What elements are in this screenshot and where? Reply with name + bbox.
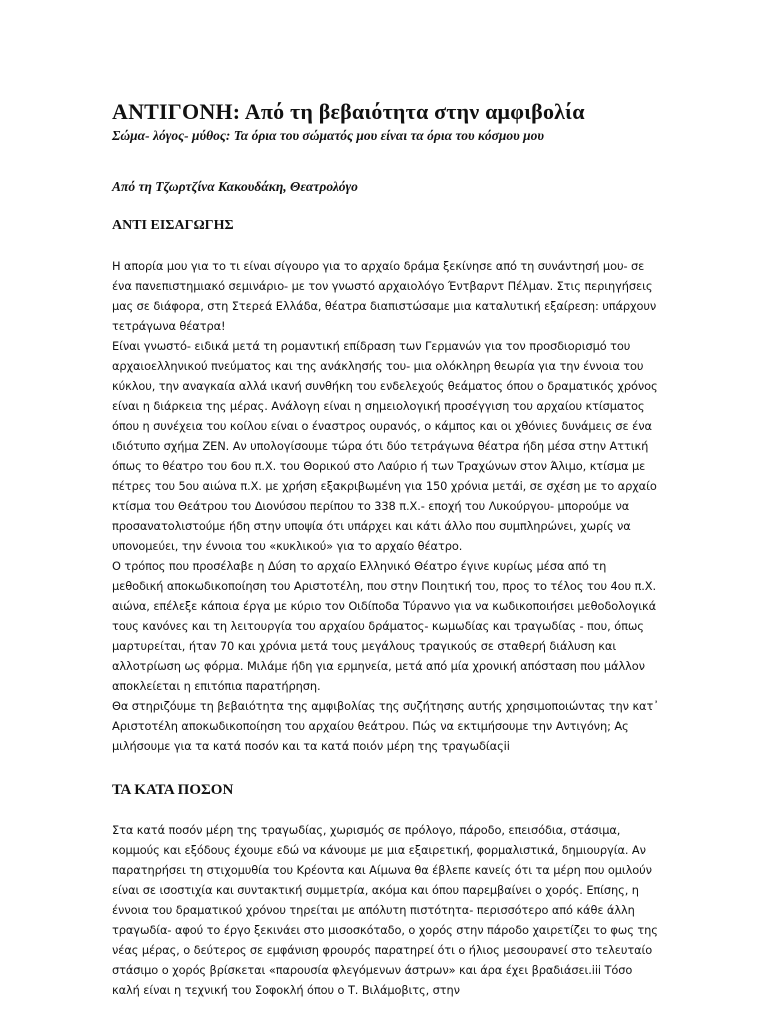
- document-title: ΑΝΤΙΓΟΝΗ: Από τη βεβαιότητα στην αμφιβολία: [112, 99, 585, 124]
- spacer: [112, 236, 660, 256]
- spacer: [112, 800, 660, 820]
- paragraph: Στα κατά ποσόν μέρη της τραγωδίας, χωρισμός σε πρόλογο, πάροδο, επεισόδια, στάσιμα, κομμούς και εξόδους έχουμε εδώ να κάνουμε με μια εξαιρετική, φορμαλιστικά, δημιουργία. Αν παρατηρήσει τη στιχομυθία του Κρέοντα και Αίμωνα θα έβλεπε κανείς ότι τα μέρη που ομιλούν είναι σε ισοστιχία και συντακτική συμμετρία, ακόμα και όπου παρεμβαίνει ο χορός. Επίσης, η έννοια του δραματικού χρόνου τηρείται με απόλυτη πιστότητα- περισσότερο από κάθε άλλη τραγωδία- αφού το έργο ξεκινάει στο μισοσκόταδο, ο χορός στην πάροδο χαιρετίζει το φως της νέας μέρας, ο δεύτερος σε εμφάνιση φρουρός παρατηρεί ότι ο ήλιος μεσουρανεί στο τελευταίο στάσιμο ο χορός βρίσκεται «παρουσία φλεγόμενων άστρων» και άρα έχει βραδιάσει.iii Τόσο καλή είναι η τεχνική του Σοφοκλή όπου ο Τ. Βιλάμοβιτς, στην: [112, 823, 658, 997]
- paragraph: Η απορία μου για το τι είναι σίγουρο για το αρχαίο δράμα ξεκίνησε από τη συνάντησή μου- σε ένα πανεπιστημιακό σεμινάριο- με τον γνωστό αρχαιολόγο Έντβαρντ Πέλμαν. Στις περιηγήσεις μας σε διάφορα, στη Στερεά Ελλάδα, θέατρα διαπιστώσαμε μια καταλυτική εξαίρεση: υπάρχουν τετράγωνα θέατρα!: [112, 259, 657, 333]
- paragraph: Είναι γνωστό- ειδικά μετά τη ρομαντική επίδραση των Γερμανών για τον προσδιορισμό του αρχαιοελληνικού πνεύματος και της ανάκλησής του- μια ολόκληρη θεωρία για την έννοια του κύκλου, την αναγκαία αλλά ικανή συνθήκη του ενδελεχούς θεάματος όπου ο δραματικός χρόνος είναι η διάρκεια της μέρας. Ανάλογη είναι η σημειολογική προσέγγιση του αρχαίου κτίσματος όπου η συνέχεια του κοίλου είναι ο έναστρος ουρανός, ο κάμπος και οι χθόνιες δυνάμεις σε ένα ιδιότυπο σχήμα ΖΕΝ. Αν υπολογίσουμε τώρα ότι δύο τετράγωνα θέατρα ήδη μέσα στην Αττική όπως το θέατρο του 6ου π.Χ. του Θορικού στο Λαύριο ή των Τραχώνων στον Άλιμο, κτίσμα με πέτρες του 5ου αιώνα π.Χ. με χρήση εξακριβωμένη για 150 χρόνια μετάi, σε σχέση με το αρχαίο κτίσμα του Θεάτρου του Διονύσου περίπου το 338 π.Χ.- εποχή του Λυκούργου- μπορούμε να προσανατολιστούμε ήδη στην υποψία ότι υπάρχει και κάτι άλλο που συμπληρώνει, χωρίς να υπονομεύει, την έννοια του «κυκλικού» για το αρχαίο θέατρο.: [112, 339, 658, 553]
- author-line: Από τη Τζωρτζίνα Κακουδάκη, Θεατρολόγο: [112, 179, 358, 194]
- document-subtitle: Σώμα- λόγος- μύθος: Τα όρια του σώματός μου είναι τα όρια του κόσμου μου: [112, 128, 545, 143]
- section-heading-intro: ΑΝΤΙ ΕΙΣΑΓΩΓΗΣ: [112, 218, 234, 233]
- paragraph: Ο τρόπος που προσέλαβε η Δύση το αρχαίο Ελληνικό Θέατρο έγινε κυρίως μέσα από τη μεθοδική αποκωδικοποίηση του Αριστοτέλη, που στην Ποιητική του, προς το τέλος του 4ου π.Χ. αιώνα, επέλεξε κάποια έργα με κύριο τον Οιδίποδα Τύραννο για να κωδικοποιήσει μεθοδολογικά τους κανόνες και τη λειτουργία του αρχαίου δράματος- κωμωδίας και τραγωδίας - που, όπως μαρτυρείται, ήταν 70 και χρόνια μετά τους μεγάλους τραγικούς σε σταθερή διάλυση και αλλοτρίωση ως φόρμα. Μιλάμε ήδη για ερμηνεία, μετά από μία χρονική απόσταση που μάλλον αποκλείεται η επιτόπια παρατήρηση.: [112, 559, 657, 693]
- section-heading-quantity: ΤΑ ΚΑΤΑ ΠΟΣΟΝ: [112, 782, 234, 798]
- paragraph: Θα στηριζόυμε τη βεβαιότητα της αμφιβολίας της συζήτησης αυτής χρησιμοποιώντας την κατ᾽ Αριστοτέλη αποκωδικοποίηση του αρχαίου θεάτρου. Πώς να εκτιμήσουμε την Αντιγόνη; Ας μιλήσουμε για τα κατά ποσόν και τα κατά ποιόν μέρη της τραγωδίαςii: [112, 699, 659, 753]
